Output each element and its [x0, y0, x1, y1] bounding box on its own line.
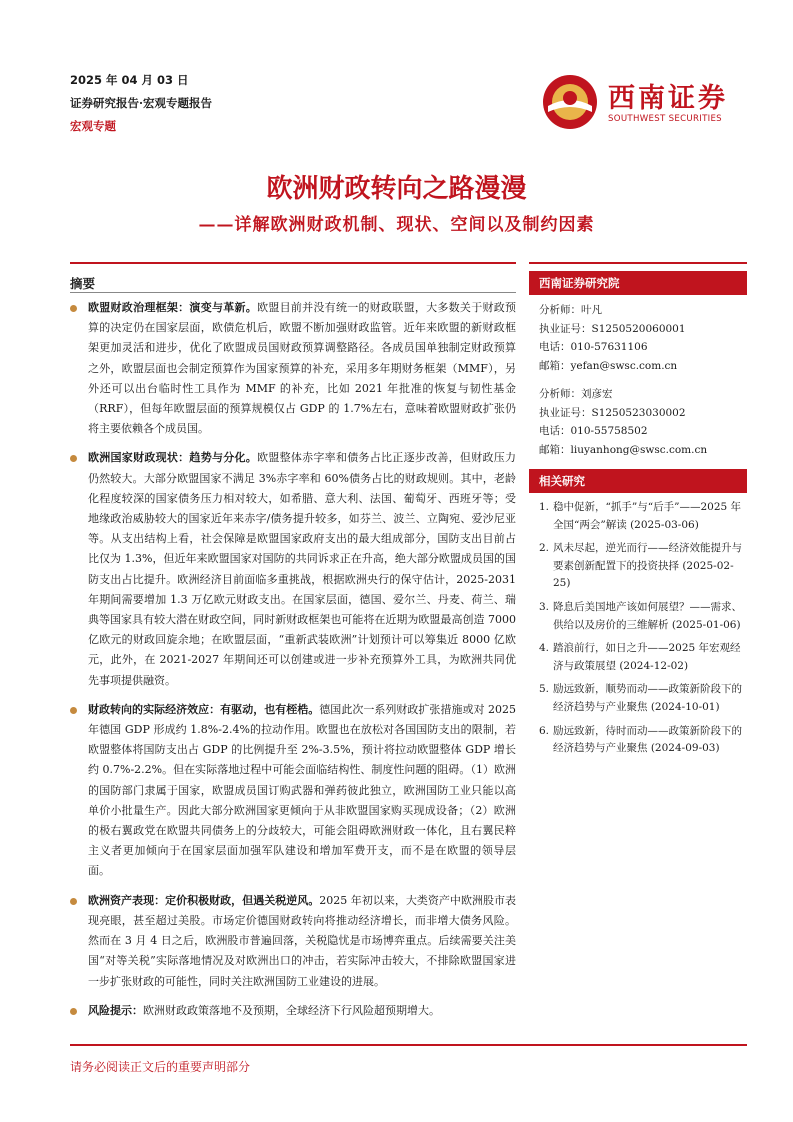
abstract-bullets	[70, 298, 516, 1030]
analyst-card	[529, 385, 747, 459]
bullet-lead: 风险提示：	[88, 1003, 143, 1017]
company-logo	[540, 72, 740, 132]
analyst-cert: 执业证号：S1250523030002	[539, 406, 686, 419]
sidebar	[529, 271, 747, 764]
related-text: 稳中促新，“抓手”与“后手”——2025 年全国“两会”解读 (2025-03-06)	[553, 501, 742, 531]
bullet-text: 欧盟目前并没有统一的财政联盟，大多数关于财政预算的决定仍在国家层面，欧债危机后，欧盟不断加强财政监管。近年来欧盟的新财政框架更加灵活和进步，优化了欧盟成员国财政预算调整路径。各成员国单独制定财政预算之外，欧盟层面也会制定预算作为国家预算的补充，采用多年期财务框架（MMF），另外还可以出台临时性工具作为 MMF 的补充，比如 2021 年批准的恢复与韧性基金（RRF），但每年欧盟层面的预算规模仅占 GDP 的 1.7%左右，意味着欧盟财政扩张仍将主要依赖各个成员国。	[88, 301, 517, 436]
related-num: 3.	[539, 600, 550, 613]
abstract-bullet	[70, 700, 516, 882]
related-num: 4.	[539, 642, 550, 655]
bullet-text: 2025 年初以来，大类资产中欧洲股市表现亮眼，甚至超过美股。市场定价德国财政转向将推动经济增长，而非增大债务风险。然而在 3 月 4 日之后，欧洲股市普遍回落，关税隐忧是市场博弈重点。后续需要关注美国“对等关税”实际落地情况及对欧洲出口的冲击，若实际冲击较大，不排除欧盟国家进一步扩张财政的可能性，同时关注欧洲国防工业建设的进展。	[88, 893, 516, 988]
bullet-lead: 欧盟财政治理框架：演变与革新。	[88, 301, 258, 314]
bullet-dot-icon	[70, 1008, 77, 1015]
logo-name-cn: 西南证券	[608, 83, 728, 114]
abstract-bullet	[70, 891, 516, 992]
bullet-lead: 欧洲资产表现：定价积极财政，但遇关税逆风。	[88, 893, 320, 907]
related-item[interactable]	[539, 723, 747, 758]
related-text: 励远致新，顺势而动——政策新阶段下的经济趋势与产业聚焦 (2024-10-01)	[553, 683, 742, 713]
related-num: 2.	[539, 542, 550, 555]
report-date: 2025 年 04 月 03 日	[70, 73, 189, 87]
bullet-dot-icon	[70, 707, 77, 714]
related-item[interactable]	[539, 540, 747, 593]
related-text: 励远致新，待时而动——政策新阶段下的经济趋势与产业聚焦 (2024-09-03)	[553, 724, 742, 755]
bullet-lead: 财政转向的实际经济效应：有驱动，也有桎梏。	[88, 702, 320, 716]
analyst-name: 分析师：叶凡	[539, 304, 602, 316]
related-list	[529, 499, 747, 758]
analyst-card	[529, 301, 747, 375]
related-text: 踏浪前行，如日之升——2025 年宏观经济与政策展望 (2024-12-02)	[553, 642, 741, 672]
bullet-text: 欧洲财政政策落地不及预期，全球经济下行风险超预期增大。	[143, 1003, 440, 1017]
bullet-text: 德国此次一系列财政扩张措施或对 2025 年德国 GDP 形成约 1.8%-2.4%的拉动作用。欧盟也在放松对各国国防支出的限制，若欧盟整体将国防支出占 GDP 的比例提升至 2%-3.5%，预计将拉动欧盟整体 GDP 增长约 0.7%-2.2%。但在实际落地过程中可能会面临结构性、制度性问题的阻碍。（1）欧洲的国防部门隶属于国家，欧盟成员国订购武器和弹药彼此独立，欧洲国防工业只能以高单价小批量生产。因此大部分欧洲国家更倾向于从非欧盟国家购买现成设备；（2）欧洲的极右翼政党在欧盟共同债务上的分歧较大，可能会阻碍欧洲财政一体化，且右翼民粹主义者更加倾向于在国家层面加强军队建设和增加军费开支，而不是在欧盟的领导层面。	[88, 702, 517, 878]
analyst-cert: 执业证号：S1250520060001	[539, 322, 686, 335]
related-item[interactable]	[539, 640, 747, 675]
footer-rule	[70, 1044, 747, 1046]
abstract-bullet	[70, 298, 516, 439]
abstract-top-rule	[70, 262, 516, 264]
footer-disclaimer: 请务必阅读正文后的重要声明部分	[70, 1060, 251, 1074]
analyst-phone: 电话：010-55758502	[539, 425, 648, 437]
related-item[interactable]	[539, 499, 747, 534]
abstract-bullet	[70, 448, 516, 690]
report-category: 宏观专题	[70, 119, 116, 133]
page-title: 欧洲财政转向之路漫漫	[266, 174, 527, 204]
related-text: 降息后美国地产该如何展望？——需求、供给以及房价的三维解析 (2025-01-06)	[553, 600, 742, 631]
related-heading: 相关研究	[529, 469, 747, 493]
related-text: 风未尽起，逆光而行——经济效能提升与要素创新配置下的投资抉择 (2025-02-25)	[553, 542, 742, 590]
abstract-bullet	[70, 1001, 516, 1021]
bullet-dot-icon	[70, 455, 77, 462]
related-num: 1.	[539, 501, 550, 513]
bullet-dot-icon	[70, 898, 77, 905]
abstract-heading: 摘要	[70, 276, 96, 291]
related-item[interactable]	[539, 681, 747, 716]
analyst-name: 分析师：刘彦宏	[539, 388, 613, 400]
logo-emblem-icon	[540, 72, 600, 132]
page-subtitle: ——详解欧洲财政机制、现状、空间以及制约因素	[198, 215, 595, 235]
analyst-email[interactable]: 邮箱：liuyanhong@swsc.com.cn	[539, 443, 708, 456]
related-num: 6.	[539, 724, 550, 737]
related-num: 5.	[539, 683, 550, 696]
sidebar-top-rule	[529, 262, 747, 264]
bullet-text: 欧盟整体赤字率和债务占比正逐步改善，但财政压力仍然较大。大部分欧盟国家不满足 3%赤字率和 60%债务占比的财政规则。其中，老龄化程度较深的国家债务压力相对较大，如希腊、意大利、法国、葡萄牙、西班牙等；受地缘政治威胁较大的国家近年来赤字/债务提升较多，如芬兰、波兰、立陶宛、爱沙尼亚等。从支出结构上看，社会保障是欧盟国家政府支出的最大组成部分，国防支出目前占比仅为 1.3%，但近年来欧盟国家对国防的共同诉求正在升高，绝大部分欧盟成员国的国防支出占比提升。欧洲经济目前面临多重挑战，根据欧洲央行的保守估计，2025-2031 年期间需要增加 1.3 万亿欧元财政支出。在国家层面，德国、爱尔兰、丹麦、荷兰、瑞典等国家具有较大潜在财政空间，同时新财政框架也可能将在近期为欧盟最高创造 7000 亿欧元的财政回旋余地；在欧盟层面，“重新武装欧洲”计划预计可以筹集近 8000 亿欧元，此外，在 2021-2027 年期间还可以创建或进一步补充预算外工具，为欧洲共同优先事项提供融资。	[88, 451, 517, 687]
abstract-divider	[70, 292, 516, 293]
bullet-dot-icon	[70, 305, 77, 312]
logo-name-en: SOUTHWEST SECURITIES	[608, 114, 722, 124]
institute-heading: 西南证券研究院	[529, 271, 747, 295]
bullet-lead: 欧洲国家财政现状：趋势与分化。	[88, 451, 258, 465]
analyst-phone: 电话：010-57631106	[539, 341, 648, 353]
related-item[interactable]	[539, 599, 747, 634]
report-type: 证券研究报告·宏观专题报告	[70, 96, 213, 110]
analyst-email[interactable]: 邮箱：yefan@swsc.com.cn	[539, 359, 678, 372]
